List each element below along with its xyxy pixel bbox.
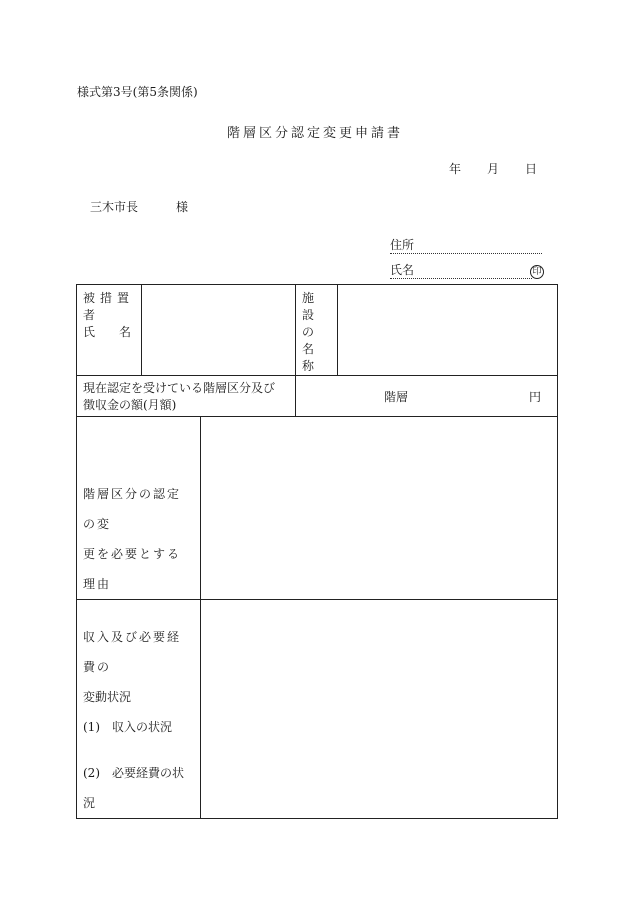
person-name-input[interactable] <box>142 285 296 376</box>
change-reason-label-cell <box>77 417 201 600</box>
person-label-line1: 被措置者 <box>83 291 135 322</box>
seal-mark: 印 <box>530 265 544 279</box>
form-number: 様式第3号(第5条関係) <box>77 85 198 99</box>
applicant-name-field[interactable] <box>390 261 532 279</box>
person-name-label-cell <box>77 285 142 376</box>
income-expense-label-cell <box>77 600 201 819</box>
row-person-facility <box>77 285 558 376</box>
facility-label-line1: 施設の <box>302 291 320 339</box>
applicant-name-row <box>390 261 544 279</box>
income-label-line2: 変動状況 <box>83 690 132 704</box>
income-label-line1: 収入及び必要経費の <box>83 630 182 674</box>
addressee-name: 三木市長 <box>90 200 139 214</box>
row-income-expense <box>77 600 558 819</box>
document-title: 階層区分認定変更申請書 <box>226 126 403 141</box>
applicant-address-label: 住所 <box>390 238 415 252</box>
row-change-reason <box>77 417 558 600</box>
income-expense-input[interactable] <box>201 600 558 819</box>
row-current-tier <box>77 376 558 417</box>
change-reason-input[interactable] <box>201 417 558 600</box>
date-line <box>449 160 537 177</box>
income-item-1: (1) 収入の状況 <box>83 720 172 734</box>
yen-unit-label: 円 <box>528 390 541 404</box>
change-reason-label-line2: 更を必要とする理由 <box>83 547 182 591</box>
person-label-line2: 氏 名 <box>83 325 132 339</box>
current-tier-label-line2: 徴収金の額(月額) <box>83 398 177 412</box>
date-day-label: 日 <box>525 162 538 176</box>
date-month-label: 月 <box>487 162 500 176</box>
facility-label-line2: 名 称 <box>302 342 327 373</box>
applicant-address-row <box>390 236 542 254</box>
facility-name-input[interactable] <box>338 285 558 376</box>
addressee-honorific: 様 <box>176 200 189 214</box>
current-tier-label-cell <box>77 376 296 417</box>
date-year-label: 年 <box>449 162 462 176</box>
applicant-name-label: 氏名 <box>390 263 415 277</box>
addressee <box>90 198 188 215</box>
change-reason-label-line1: 階層区分の認定の変 <box>83 487 182 531</box>
current-tier-label-line1: 現在認定を受けている階層区分及び <box>83 381 276 395</box>
tier-unit-label: 階層 <box>384 390 409 404</box>
current-tier-input[interactable] <box>296 376 558 417</box>
application-table <box>76 284 558 819</box>
applicant-address-field[interactable] <box>390 236 542 254</box>
facility-name-label-cell <box>296 285 338 376</box>
income-item-2: (2) 必要経費の状況 <box>83 766 184 810</box>
